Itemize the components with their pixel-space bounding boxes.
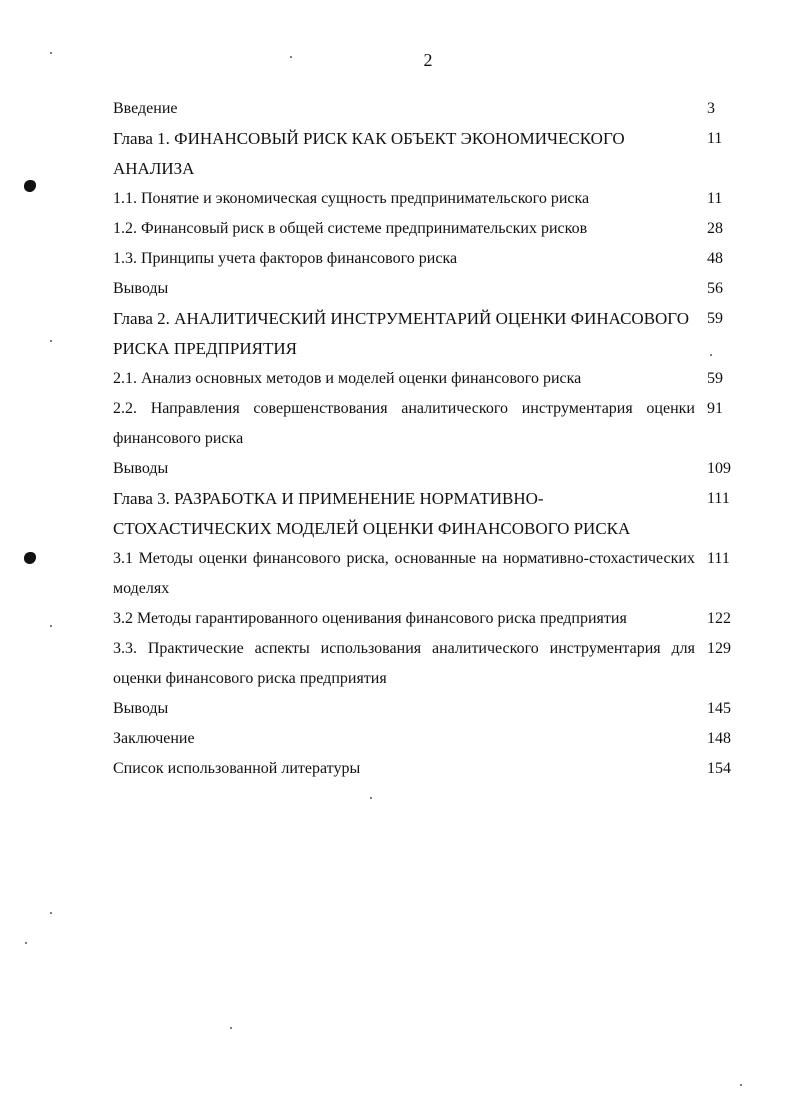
toc-title: 3.1 Методы оценки финансового риска, основанные на нормативно-стохастических моделях <box>113 550 695 597</box>
toc-title: Выводы <box>113 280 169 297</box>
toc-row-3-2 <box>113 604 733 634</box>
toc-row-3-1 <box>113 544 733 604</box>
scan-speck <box>230 1027 232 1029</box>
toc-title: 2.1. Анализ основных методов и моделей оценки финансового риска <box>113 370 582 387</box>
toc-title: 3.2 Методы гарантированного оценивания финансового риска предприятия <box>113 610 627 627</box>
toc-row-bibliography <box>113 754 733 784</box>
scan-speck <box>50 52 52 54</box>
toc-page: 11 <box>707 190 723 207</box>
toc-page: 109 <box>707 460 731 477</box>
toc-page: 111 <box>707 550 730 567</box>
toc-title: 1.2. Финансовый риск в общей системе предпринимательских рисков <box>113 220 588 237</box>
toc-row-3-3 <box>113 634 733 694</box>
toc-page: 129 <box>707 640 731 657</box>
toc-title: Выводы <box>113 700 169 717</box>
toc-row-chapter-1 <box>113 124 733 184</box>
scan-speck <box>740 1084 742 1086</box>
toc-row-chapter-2 <box>113 304 733 364</box>
scan-speck <box>25 942 27 944</box>
toc-row-1-2 <box>113 214 733 244</box>
toc-page: 148 <box>707 730 731 747</box>
toc-row-conclusions-2 <box>113 454 733 484</box>
toc-page: 56 <box>707 280 723 297</box>
toc-row-2-1 <box>113 364 733 394</box>
toc-row-conclusions-1 <box>113 274 733 304</box>
toc-page: 3 <box>707 100 715 117</box>
toc-title: 1.1. Понятие и экономическая сущность предпринимательского риска <box>113 190 590 207</box>
table-of-contents <box>113 94 733 784</box>
toc-page: 59 <box>707 310 723 327</box>
toc-page: 48 <box>707 250 723 267</box>
toc-title: 1.3. Принципы учета факторов финансового риска <box>113 250 458 267</box>
toc-page: 59 <box>707 370 723 387</box>
scan-speck <box>370 797 372 799</box>
toc-page: 111 <box>707 490 730 507</box>
toc-title: Глава 2. АНАЛИТИЧЕСКИЙ ИНСТРУМЕНТАРИЙ ОЦЕНКИ ФИНАСОВОГО РИСКА ПРЕДПРИЯТИЯ <box>113 309 689 358</box>
toc-title: Заключение <box>113 730 195 747</box>
toc-page: 91 <box>707 400 723 417</box>
toc-title: 3.3. Практические аспекты использования аналитического инструментария для оценки финансового риска предприятия <box>113 640 695 687</box>
ink-blot <box>24 180 36 192</box>
toc-page: 11 <box>707 130 723 147</box>
toc-title: Глава 3. РАЗРАБОТКА И ПРИМЕНЕНИЕ НОРМАТИВНО-СТОХАСТИЧЕСКИХ МОДЕЛЕЙ ОЦЕНКИ ФИНАНСОВОГО РИСКА <box>113 489 631 538</box>
scan-speck <box>50 912 52 914</box>
scan-speck <box>290 56 292 58</box>
page-number: 2 <box>423 50 433 70</box>
toc-title: Список использованной литературы <box>113 760 361 777</box>
toc-title: 2.2. Направления совершенствования аналитического инструментария оценки финансового риска <box>113 400 695 447</box>
scan-speck <box>710 354 712 356</box>
toc-page: 122 <box>707 610 731 627</box>
toc-title: Выводы <box>113 460 169 477</box>
toc-page: 154 <box>707 760 731 777</box>
toc-row-1-1 <box>113 184 733 214</box>
toc-title: Глава 1. ФИНАНСОВЫЙ РИСК КАК ОБЪЕКТ ЭКОНОМИЧЕСКОГО АНАЛИЗА <box>113 129 625 178</box>
toc-title: Введение <box>113 100 178 117</box>
toc-row-1-3 <box>113 244 733 274</box>
toc-row-conclusions-3 <box>113 694 733 724</box>
toc-row-conclusion <box>113 724 733 754</box>
ink-blot <box>24 552 36 564</box>
scan-speck <box>50 340 52 342</box>
toc-page: 28 <box>707 220 723 237</box>
toc-row-chapter-3 <box>113 484 733 544</box>
toc-page: 145 <box>707 700 731 717</box>
scan-speck <box>50 625 52 627</box>
toc-row-introduction <box>113 94 733 124</box>
toc-row-2-2 <box>113 394 733 454</box>
